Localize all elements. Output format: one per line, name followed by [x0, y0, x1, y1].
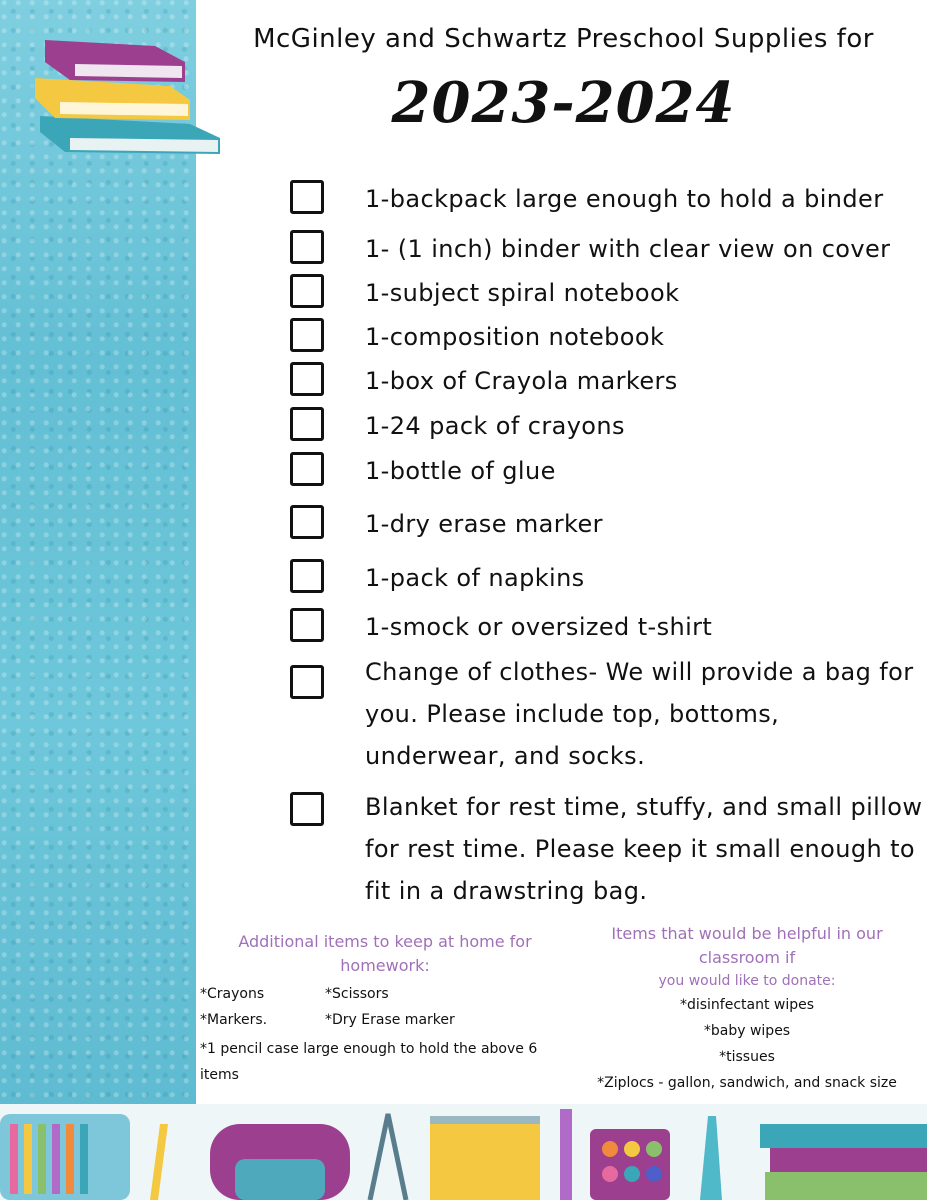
- donation-heading: Items that would be helpful in our classroom if: [611, 924, 883, 967]
- notebook-icon: [430, 1116, 540, 1200]
- checklist-item-label: 1-dry erase marker: [365, 510, 603, 538]
- checklist-item-label: 1- (1 inch) binder with clear view on cover: [365, 235, 891, 263]
- checkbox[interactable]: [290, 559, 324, 593]
- additional-item: *Dry Erase marker: [325, 1012, 455, 1028]
- checklist-item-label: 1-smock or oversized t-shirt: [365, 613, 713, 641]
- additional-item: *Crayons: [200, 986, 265, 1002]
- checklist-item-label: Change of clothes- We will provide a bag for you. Please include top, bottoms, underwear, and socks.: [365, 658, 914, 770]
- marker-icon: [560, 1109, 572, 1200]
- checklist-item-label: Blanket for rest time, stuffy, and small pillow for rest time. Please keep it small enough to fit in a drawstring bag.: [365, 793, 923, 905]
- additional-item: *Markers.: [200, 1012, 268, 1028]
- page-title: McGinley and Schwartz Preschool Supplies for: [253, 24, 874, 54]
- checklist-item-label: 1-24 pack of crayons: [365, 412, 625, 440]
- checkbox[interactable]: [290, 180, 324, 214]
- checkbox[interactable]: [290, 230, 324, 264]
- checkbox[interactable]: [290, 608, 324, 642]
- backpack-icon: [210, 1124, 350, 1200]
- school-year: 2023-2024: [391, 70, 736, 136]
- donation-item: *Ziplocs - gallon, sandwich, and snack size: [597, 1075, 897, 1091]
- checkbox[interactable]: [290, 318, 324, 352]
- donation-section: [572, 922, 922, 1096]
- school-supplies-illustration: [0, 1104, 927, 1200]
- checkbox[interactable]: [290, 362, 324, 396]
- additional-item: *Scissors: [325, 986, 389, 1002]
- checkbox[interactable]: [290, 665, 324, 699]
- donation-item: *disinfectant wipes: [679, 997, 815, 1013]
- pencil-case-icon: [0, 1114, 130, 1200]
- checkbox[interactable]: [290, 792, 324, 826]
- checkbox[interactable]: [290, 452, 324, 486]
- additional-items-note: *1 pencil case large enough to hold the above 6 items: [200, 1041, 538, 1083]
- checklist-item-label: 1-bottle of glue: [365, 457, 556, 485]
- checklist-item-label: 1-box of Crayola markers: [365, 367, 678, 395]
- paint-palette-icon: [590, 1129, 670, 1200]
- checkbox[interactable]: [290, 274, 324, 308]
- checklist-item-label: 1-pack of napkins: [365, 564, 585, 592]
- checkbox[interactable]: [290, 505, 324, 539]
- checklist-item-label: 1-backpack large enough to hold a binder: [365, 185, 884, 213]
- checkbox[interactable]: [290, 407, 324, 441]
- book-stack-icon: [30, 28, 225, 163]
- checklist-item-label: 1-subject spiral notebook: [365, 279, 680, 307]
- donation-item: *baby wipes: [703, 1023, 791, 1039]
- additional-items-heading: Additional items to keep at home for homework:: [238, 932, 532, 975]
- donation-subheading: you would like to donate:: [658, 973, 836, 989]
- checklist-item-label: 1-composition notebook: [365, 323, 665, 351]
- additional-items-section: [200, 930, 570, 1088]
- donation-item: *tissues: [719, 1049, 775, 1065]
- left-decorative-strip: [0, 0, 196, 1200]
- book-stack-icon: [760, 1124, 927, 1200]
